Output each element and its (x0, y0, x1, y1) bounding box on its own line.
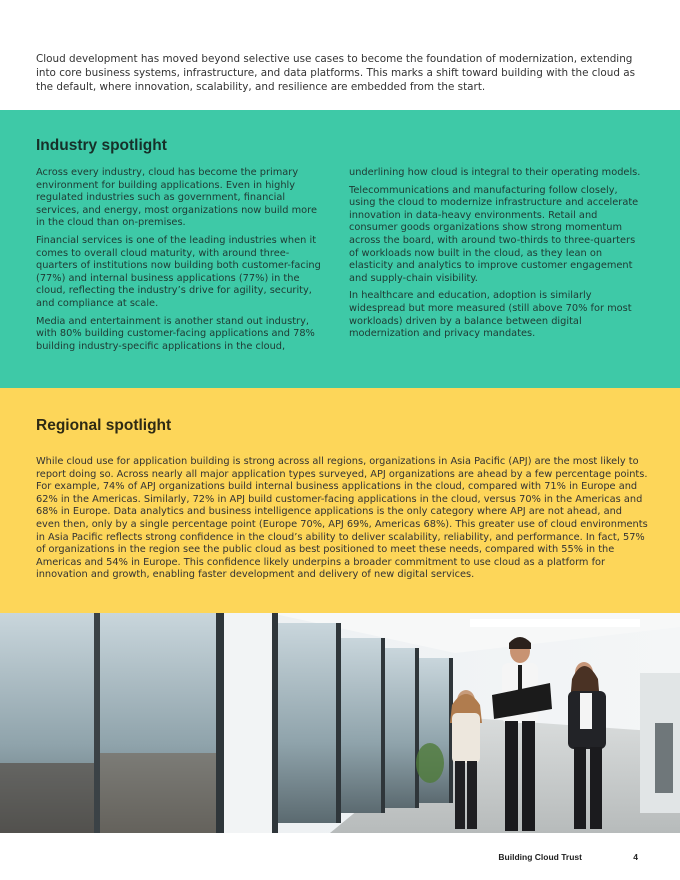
footer-document-title: Building Cloud Trust (498, 852, 582, 862)
intro-paragraph: Cloud development has moved beyond selective use cases to become the foundation of modernization, extending into core business systems, infrastructure, and data platforms. This marks a shift toward building with the cloud as the default, where innovation, scalability, and resilience are embedded from the start. (36, 53, 636, 93)
regional-spotlight-section (0, 388, 680, 613)
industry-paragraph: Financial services is one of the leading industries when it comes to overall cloud maturity, with around three-quarters of institutions now building both customer-facing (77%) and internal business applications (77%) in the cloud, reflecting the industry’s drive for agility, security, and compliance at scale. (36, 234, 321, 309)
industry-paragraph: In healthcare and education, adoption is similarly widespread but more measured (still above 70% for most workloads) driven by a balance between digital modernization and privacy mandates. (349, 290, 632, 340)
page-number: 4 (633, 852, 638, 862)
industry-spotlight-heading: Industry spotlight (36, 137, 167, 154)
regional-paragraph: While cloud use for application building is strong across all regions, organizations in Asia Pacific (APJ) are the most likely to report doing so. Across nearly all major application types surveyed, APJ organizations are ahead by a few percentage points. For example, 74% of APJ organizations build internal business applications in the cloud, compared with 71% in Europe and 62% in the Americas. Similarly, 72% in APJ build customer-facing applications in the cloud, versus 70% in the Americas and 68% in Europe. Data analytics and business intelligence applications is the only category where APJ are not ahead, and even then, only by a single percentage point (Europe 70%, APJ 69%, Americas 68%). This greater use of cloud environments in Asia Pacific reflects strong confidence in the cloud’s ability to deliver scalability, reliability, and performance. In fact, 57% of organizations in the region see the public cloud as best positioned to meet these needs, compared with 55% in the Americas and 54% in Europe. This confidence likely underpins a broader commitment to use cloud as a platform for innovation and growth, enabling faster development and delivery of new digital services. (36, 456, 648, 581)
industry-left-column (36, 167, 329, 358)
industry-spotlight-section (0, 110, 680, 388)
industry-paragraph: Media and entertainment is another stand out industry, with 80% building customer-facing applications and 78% building industry-specific applications in the cloud, (36, 315, 315, 352)
office-photo (0, 613, 680, 833)
industry-paragraph: Telecommunications and manufacturing follow closely, using the cloud to modernize infrastructure and accelerate innovation in data-heavy environments. Retail and consumer goods organizations show strong momentum across the board, with around two-thirds to three-quarters of workloads now built in the cloud, as they lean on elasticity and analytics to improve customer engagement and supply-chain visibility. (349, 184, 639, 284)
regional-spotlight-heading: Regional spotlight (36, 417, 172, 434)
industry-paragraph: underlining how cloud is integral to their operating models. (349, 167, 641, 178)
industry-paragraph: Across every industry, cloud has become the primary environment for building applications. Even in highly regulated industries such as government, financial services, and energy, most organizations now build more in the cloud than on-premises. (36, 167, 317, 229)
industry-right-column (349, 167, 647, 346)
